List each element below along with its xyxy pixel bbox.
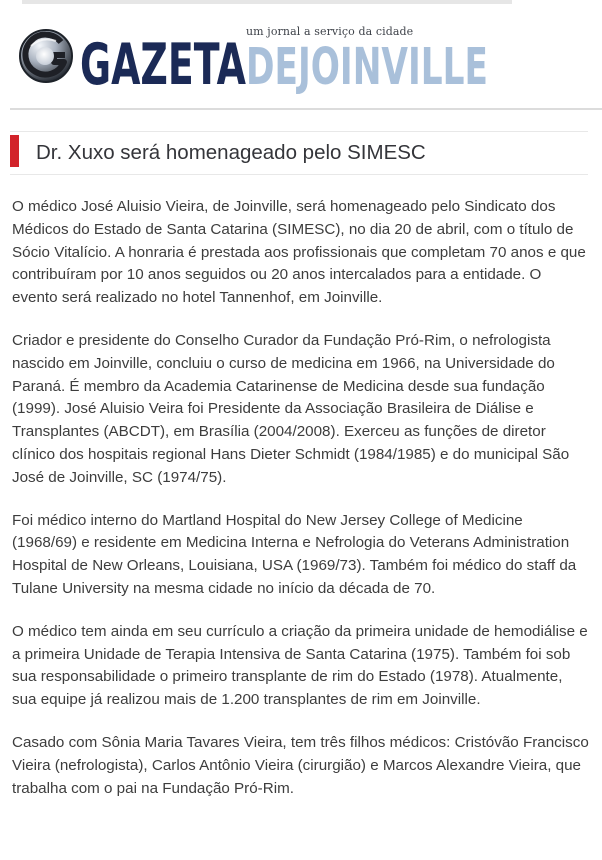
headline-accent-bar [10,135,19,167]
tagline: um jornal a serviço da cidade [246,25,414,38]
gazeta-globe-icon[interactable] [18,28,74,84]
brand-primary-text: GAZETA [80,32,246,98]
headline-section [10,131,588,175]
masthead [0,0,602,112]
article-paragraph-1: O médico José Aluisio Vieira, de Joinville, será homenageado pelo Sindicato dos Médicos do Estado de Santa Catarina (SIMESC), no dia 20 de abril, com o título de Sócio Vitalício. A honraria é prestada aos profissionais que completam 70 anos e que contribuíram por 10 anos seguidos ou 20 anos intercalados para a entidade. O evento será realizado no hotel Tannenhof, em Joinville. [12,198,586,307]
masthead-divider [10,108,602,110]
article-paragraph-2: Criador e presidente do Conselho Curador da Fundação Pró-Rim, o nefrologista nascido em Joinville, concluiu o curso de medicina em 1966, na Universidade do Paraná. É membro da Academia Catarinense de Medicina desde sua fundação (1999). José Aluisio Veira foi Presidente da Associação Brasileira de Diálise e Transplantes (ABCDT), em Brasília (2004/2008). Exerceu as funções de diretor clínico dos hospitais regional Hans Dieter Schmidt (1984/1985) e do municipal São José de Joinville, SC (1974/75). [12,331,570,486]
article-headline: Dr. Xuxo será homenageado pelo SIMESC [36,141,426,164]
brand-secondary-text: DEJOINVILLE [246,38,488,97]
article-paragraph-4: O médico tem ainda em seu currículo a criação da primeira unidade de hemodiálise e a primeira Unidade de Terapia Intensiva de Santa Catarina (1975). Também foi sob sua responsabilidade o primeiro transplante de rim do Estado (1978). Atualmente, sua equipe já realizou mais de 1.200 transplantes de rim em Joinville. [12,622,588,709]
article-paragraph-3: Foi médico interno do Martland Hospital do New Jersey College of Medicine (1968/69) e residente em Medicina Interna e Nefrologia do Veterans Administration Hospital de New Orleans, Louisiana, USA (1969/73). Também foi médico do staff da Tulane University na mesma cidade no início da década de 70. [12,511,577,597]
article-paragraph-5: Casado com Sônia Maria Tavares Vieira, tem três filhos médicos: Cristóvão Francisco Vieira (nefrologista), Carlos Antônio Vieira (cirurgião) e Marcos Alexandre Vieira, que trabalha com o pai na Fundação Pró-Rim. [12,733,589,797]
article-body [12,196,590,820]
